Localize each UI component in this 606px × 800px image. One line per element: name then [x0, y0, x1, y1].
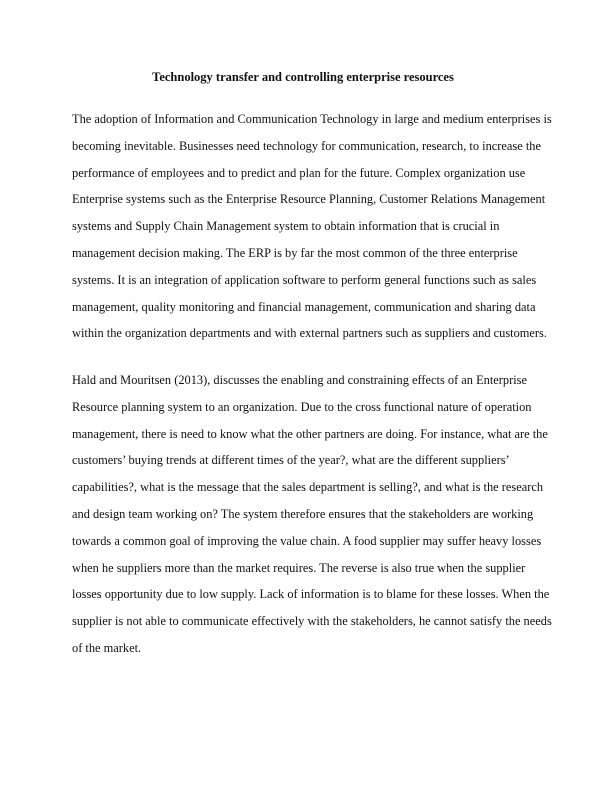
document-title: Technology transfer and controlling enterprise resources	[152, 70, 454, 84]
paragraph-line: Enterprise systems such as the Enterprise Resource Planning, Customer Relations Management	[72, 192, 546, 207]
paragraph-line: The adoption of Information and Communication Technology in large and medium enterprises is	[72, 112, 552, 126]
paragraph-line: supplier is not able to communicate effectively with the stakeholders, he cannot satisfy the needs	[72, 614, 552, 629]
paragraph-line: systems and Supply Chain Management system to obtain information that is crucial in	[72, 219, 500, 234]
paragraph-line: Resource planning system to an organization. Due to the cross functional nature of operation	[72, 399, 532, 414]
paragraph-line: of the market.	[72, 640, 142, 655]
paragraph-line: and design team working on? The system therefore ensures that the stakeholders are working	[72, 506, 534, 521]
paragraph-line: becoming inevitable. Businesses need technology for communication, research, to increase the	[72, 138, 541, 153]
paragraph-line: losses opportunity due to low supply. Lack of information is to blame for these losses. When the	[72, 587, 550, 602]
paragraph-line: capabilities?, what is the message that the sales department is selling?, and what is the research	[72, 480, 544, 495]
paragraph-line: within the organization departments and with external partners such as suppliers and customers.	[72, 326, 547, 341]
paragraph-line: towards a common goal of improving the value chain. A food supplier may suffer heavy losses	[72, 533, 542, 548]
paragraph-line: management, there is need to know what the other partners are doing. For instance, what are the	[72, 426, 548, 441]
paragraph-line: when he suppliers more than the market requires. The reverse is also true when the supplier	[72, 560, 526, 575]
paragraph-2	[72, 367, 552, 662]
paragraph-1	[72, 106, 552, 347]
paragraph-line: systems. It is an integration of application software to perform general functions such as sales	[72, 272, 537, 287]
paragraph-line: performance of employees and to predict and plan for the future. Complex organization use	[72, 165, 526, 180]
paragraph-line: management decision making. The ERP is by far the most common of the three enterprise	[72, 245, 518, 260]
paragraph-line: management, quality monitoring and financial management, communication and sharing data	[72, 299, 536, 314]
paragraph-line: customers’ buying trends at different times of the year?, what are the different suppliers’	[72, 453, 510, 468]
paragraph-line: Hald and Mouritsen (2013), discusses the enabling and constraining effects of an Enterprise	[72, 373, 528, 387]
